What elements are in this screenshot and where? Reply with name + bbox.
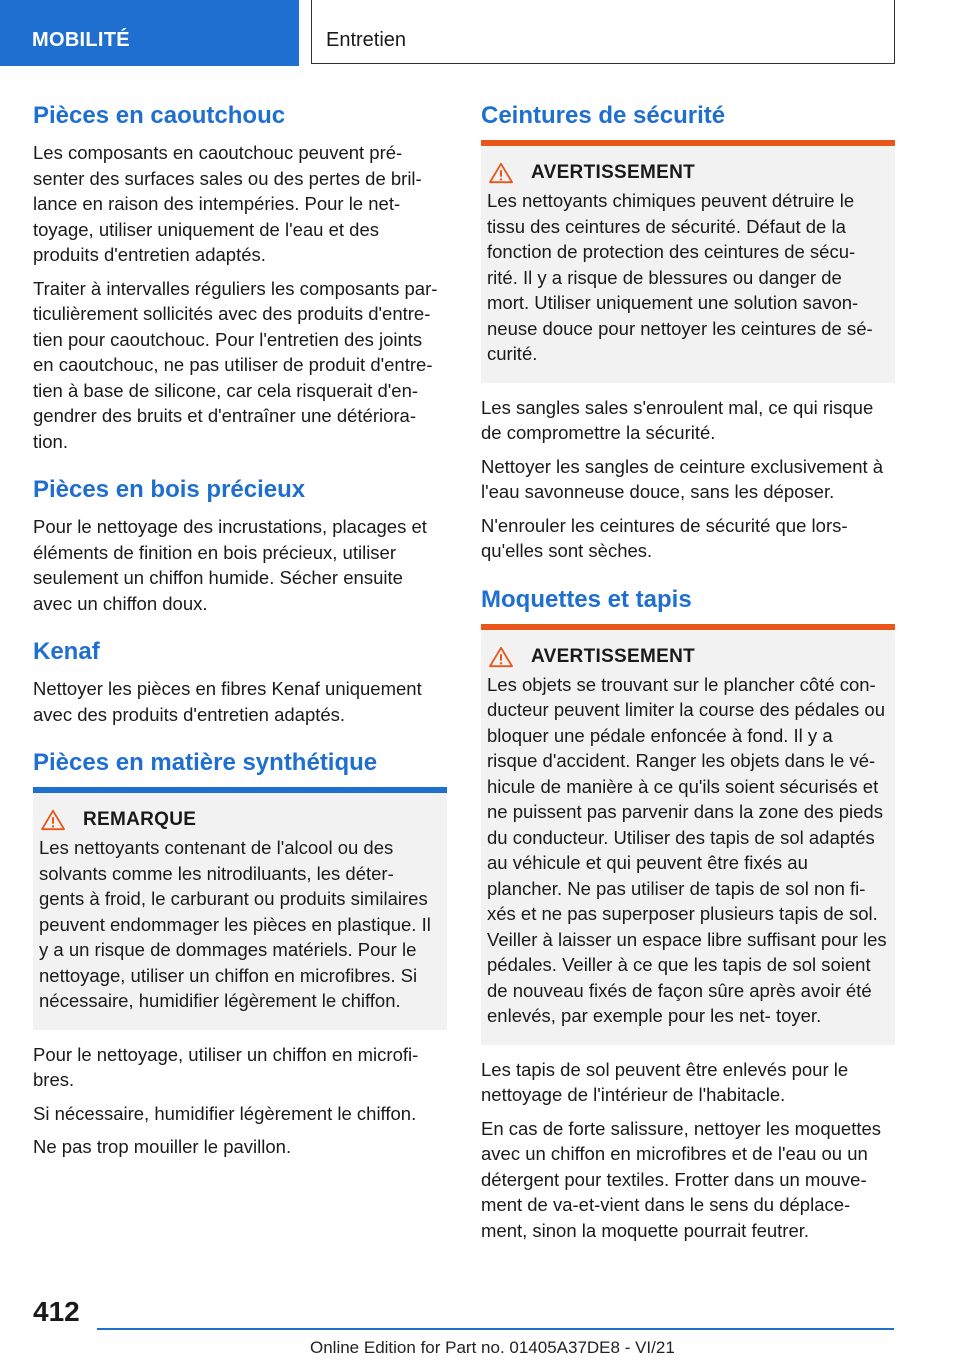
warning-text: Les objets se trouvant sur le plancher côté con- ducteur peuvent limiter la course des pédales ou bloquer une pédale enfoncée à fond. Il y a risque d'accident. Ranger les objets dans le vé- hicule de manière à ce qu'ils soient sécurisés et ne puissent pas parvenir dans la zone des pieds du conducteur. Utiliser des tapis de sol adaptés au véhicule et qui peuvent être fixés au plancher. Ne pas utiliser de tapis de sol non fi- xés et ne pas superposer plusieurs tapis de sol. Veiller à laisser un espace libre suffisant pour les pédales. Veiller à ce que les tapis de sol soient de nouveau fixés de façon sûre après avoir été enlevés, par exemple pour les net- toyer. (487, 673, 887, 1026)
page-number: 412 (33, 1296, 80, 1327)
heading-carpets: Moquettes et tapis (481, 585, 692, 613)
paragraph: N'enrouler les ceintures de sécurité que lors- qu'elles sont sèches. (481, 514, 848, 561)
paragraph: Les tapis de sol peuvent être enlevés pour le nettoyage de l'intérieur de l'habitacle. (481, 1058, 849, 1105)
warning-triangle-icon (487, 646, 515, 668)
paragraph: Ne pas trop mouiller le pavillon. (33, 1136, 292, 1157)
heading-belts: Ceintures de sécurité (481, 102, 726, 129)
edition-text: Online Edition for Part no. 01405A37DE8 - VI/21 (310, 1338, 675, 1357)
paragraph: Les sangles sales s'enroulent mal, ce qui risque de compromettre la sécurité. (481, 396, 874, 443)
warning-title: AVERTISSEMENT (531, 162, 696, 183)
paragraph: Si nécessaire, humidifier légèrement le chiffon. (33, 1102, 417, 1124)
section-tab (0, 0, 299, 66)
heading-wood: Pièces en bois précieux (33, 476, 306, 503)
warning-triangle-icon (487, 162, 515, 184)
paragraph: Pour le nettoyage des incrustations, placages et éléments de finition en bois précieux, utiliser seulement un chiffon humide. Sécher ensuite avec un chiffon doux. (33, 516, 427, 614)
right-column (481, 100, 895, 1251)
paragraph: Pour le nettoyage, utiliser un chiffon en microfi- bres. (33, 1043, 419, 1090)
heading-rubber: Pièces en caoutchouc (33, 102, 286, 129)
chapter-box (311, 0, 895, 64)
warning-title: AVERTISSEMENT (531, 645, 696, 667)
paragraph: En cas de forte salissure, nettoyer les moquettes avec un chiffon en microfibres et de l'eau ou un détergent pour textiles. Frotter dans un mouve- ment de va-et-vient dans le sens du déplace- ment, sinon la moquette pourrait feutrer. (481, 1117, 882, 1241)
heading-synthetic: Pièces en matière synthétique (33, 749, 378, 776)
warning-box (481, 146, 895, 383)
chapter-title: Entretien (326, 29, 407, 51)
note-text: Les nettoyants contenant de l'alcool ou des solvants comme les nitrodiluants, les déter- gents à froid, le carburant ou produits similaires peuvent endommager les pièces en plastique. Il y a un risque de dommages matériels. Pour le nettoyage, utiliser un chiffon en microfibres. Si nécessaire, humidifier légèrement le chiffon. (39, 837, 431, 1011)
warning-box (481, 630, 895, 1045)
page-header (0, 0, 960, 66)
paragraph: Nettoyer les sangles de ceinture exclusivement à l'eau savonneuse douce, sans les déposer. (481, 455, 884, 502)
paragraph: Les composants en caoutchouc peuvent pré- senter des surfaces sales ou des pertes de bril- lance en raison des intempéries. Pour le net- toyage, utiliser uniquement de l'eau et des produits d'entretien adaptés. (33, 142, 422, 265)
left-column (33, 100, 447, 1168)
warning-text: Les nettoyants chimiques peuvent détruire le tissu des ceintures de sécurité. Défaut de la fonction de protection des ceintures de sécu- rité. Il y a risque de blessures ou danger de mort. Utiliser uniquement une solution savon- neuse douce pour nettoyer les ceintures de sé- curité. (487, 190, 873, 364)
section-title: MOBILITÉ (32, 29, 130, 51)
paragraph: Nettoyer les pièces en fibres Kenaf uniquement avec des produits d'entretien adaptés. (33, 678, 422, 725)
heading-kenaf: Kenaf (33, 638, 100, 665)
footer-rule (97, 1328, 894, 1330)
note-box (33, 793, 447, 1030)
note-title: REMARQUE (83, 809, 197, 830)
paragraph: Traiter à intervalles réguliers les composants par- ticulièrement sollicités avec des produits d'entre- tien pour caoutchouc. Pour l'entretien des joints en caoutchouc, ne pas utiliser de produit d'entre- tien à base de silicone, car cela risquerait d'en- gendrer des bruits et d'entraîner une détériora- tion. (33, 277, 438, 452)
warning-triangle-icon (39, 809, 67, 831)
